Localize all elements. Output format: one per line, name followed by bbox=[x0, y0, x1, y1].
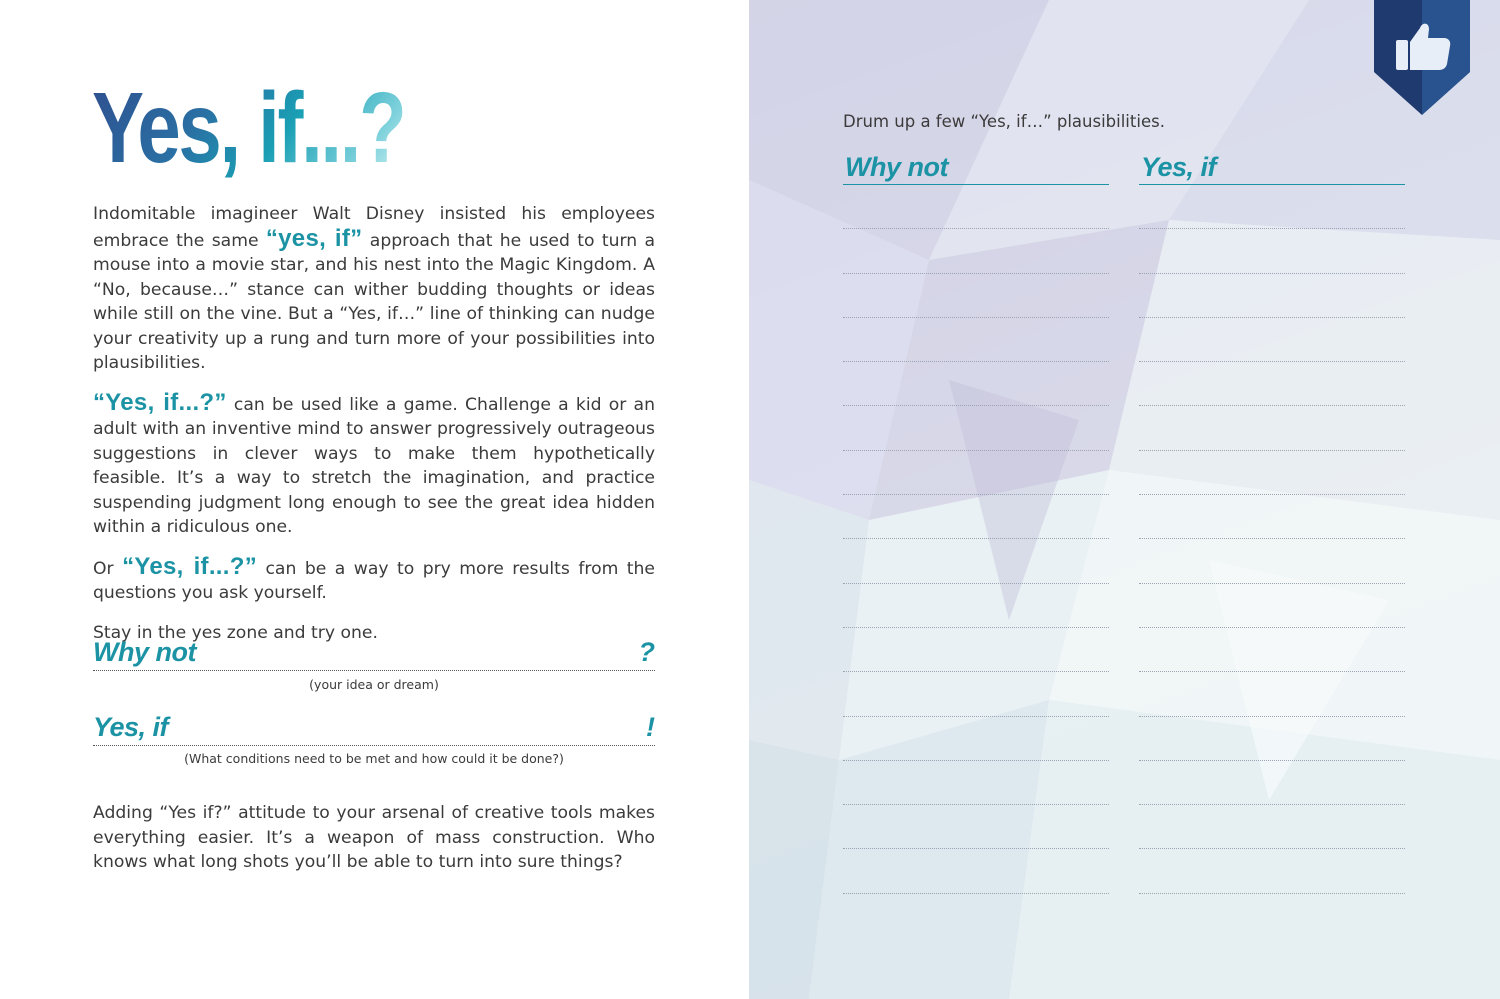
why-not-writing-line[interactable] bbox=[843, 539, 1109, 583]
why-not-writing-line[interactable] bbox=[843, 318, 1109, 362]
highlight-yes-if: “yes, if” bbox=[265, 224, 363, 252]
yes-if-writing-line[interactable] bbox=[1139, 495, 1405, 539]
yes-if-writing-line[interactable] bbox=[1139, 628, 1405, 672]
why-not-writing-line[interactable] bbox=[843, 274, 1109, 318]
why-not-label: Why not bbox=[93, 637, 196, 667]
why-not-writing-line[interactable] bbox=[843, 185, 1109, 229]
paragraph-3: Or “Yes, if...?” can be a way to pry more results from the questions you ask yourself. bbox=[93, 552, 655, 603]
page-title: Yes, if...? bbox=[92, 72, 405, 184]
why-not-writing-line[interactable] bbox=[843, 849, 1109, 893]
yes-if-writing-line[interactable] bbox=[1139, 318, 1405, 362]
why-not-writing-line[interactable] bbox=[843, 584, 1109, 628]
exclamation-mark: ! bbox=[646, 712, 655, 742]
why-not-fill-line[interactable] bbox=[93, 630, 655, 671]
why-not-writing-line[interactable] bbox=[843, 451, 1109, 495]
yes-if-writing-line[interactable] bbox=[1139, 451, 1405, 495]
question-mark: ? bbox=[638, 637, 655, 667]
paragraph-1: Indomitable imagineer Walt Disney insisted his employees embrace the same “yes, if” approach that he used to turn a mouse into a movie star, and his nest into the Magic Kingdom. A “No, because…” stance can wither budding thoughts or ideas while still on the vine. But a “Yes, if…” line of thinking can nudge your creativity up a rung and turn more of your possibilities into plausibilities. bbox=[93, 204, 655, 373]
highlight-yes-if-question: “Yes, if...?” bbox=[122, 552, 258, 580]
yes-if-hint: (What conditions need to be met and how could it be done?) bbox=[184, 751, 564, 766]
why-not-writing-line[interactable] bbox=[843, 628, 1109, 672]
yes-if-writing-line[interactable] bbox=[1139, 274, 1405, 318]
yes-if-writing-line[interactable] bbox=[1139, 185, 1405, 229]
yes-if-writing-line[interactable] bbox=[1139, 805, 1405, 849]
yes-if-lines[interactable] bbox=[1139, 185, 1405, 894]
why-not-writing-line[interactable] bbox=[843, 717, 1109, 761]
yes-if-writing-line[interactable] bbox=[1139, 849, 1405, 893]
why-not-writing-line[interactable] bbox=[843, 406, 1109, 450]
why-not-writing-line[interactable] bbox=[843, 761, 1109, 805]
paragraph-2: “Yes, if...?” can be used like a game. Challenge a kid or an adult with an inventive mind to answer progressively outrageous suggestions in clever ways to make them hypothetically feasible. It’s a way to stretch the imagination, and practice suspending judgment long enough to see the great idea hidden within a ridiculous one. bbox=[93, 388, 655, 537]
prompt-text: Drum up a few “Yes, if…” plausibilities. bbox=[843, 112, 1165, 131]
left-page bbox=[0, 0, 749, 999]
column-header-why-not: Why not bbox=[843, 150, 1109, 185]
yes-if-fill-line[interactable] bbox=[93, 705, 655, 746]
yes-if-label: Yes, if bbox=[93, 712, 169, 742]
paragraph-4: Stay in the yes zone and try one. bbox=[93, 622, 378, 643]
yes-if-writing-line[interactable] bbox=[1139, 362, 1405, 406]
yes-if-writing-line[interactable] bbox=[1139, 229, 1405, 273]
closing-text bbox=[93, 801, 655, 890]
yes-if-writing-line[interactable] bbox=[1139, 406, 1405, 450]
thumbs-up-badge bbox=[1374, 0, 1470, 115]
body-text bbox=[93, 202, 655, 660]
highlight-yes-if-question: “Yes, if...?” bbox=[93, 388, 227, 416]
yes-if-writing-line[interactable] bbox=[1139, 717, 1405, 761]
yes-if-writing-line[interactable] bbox=[1139, 761, 1405, 805]
column-header-yes-if: Yes, if bbox=[1139, 150, 1405, 185]
right-page bbox=[749, 0, 1500, 999]
why-not-hint: (your idea or dream) bbox=[309, 677, 439, 692]
why-not-writing-line[interactable] bbox=[843, 672, 1109, 716]
yes-if-writing-line[interactable] bbox=[1139, 584, 1405, 628]
why-not-writing-line[interactable] bbox=[843, 805, 1109, 849]
why-not-writing-line[interactable] bbox=[843, 362, 1109, 406]
closing-paragraph: Adding “Yes if?” attitude to your arsenal of creative tools makes everything easier. It’s a weapon of mass construction. Who knows what long shots you’ll be able to turn into sure things? bbox=[93, 803, 655, 872]
yes-if-writing-line[interactable] bbox=[1139, 539, 1405, 583]
why-not-writing-line[interactable] bbox=[843, 229, 1109, 273]
yes-if-writing-line[interactable] bbox=[1139, 672, 1405, 716]
why-not-writing-line[interactable] bbox=[843, 495, 1109, 539]
why-not-lines[interactable] bbox=[843, 185, 1109, 894]
